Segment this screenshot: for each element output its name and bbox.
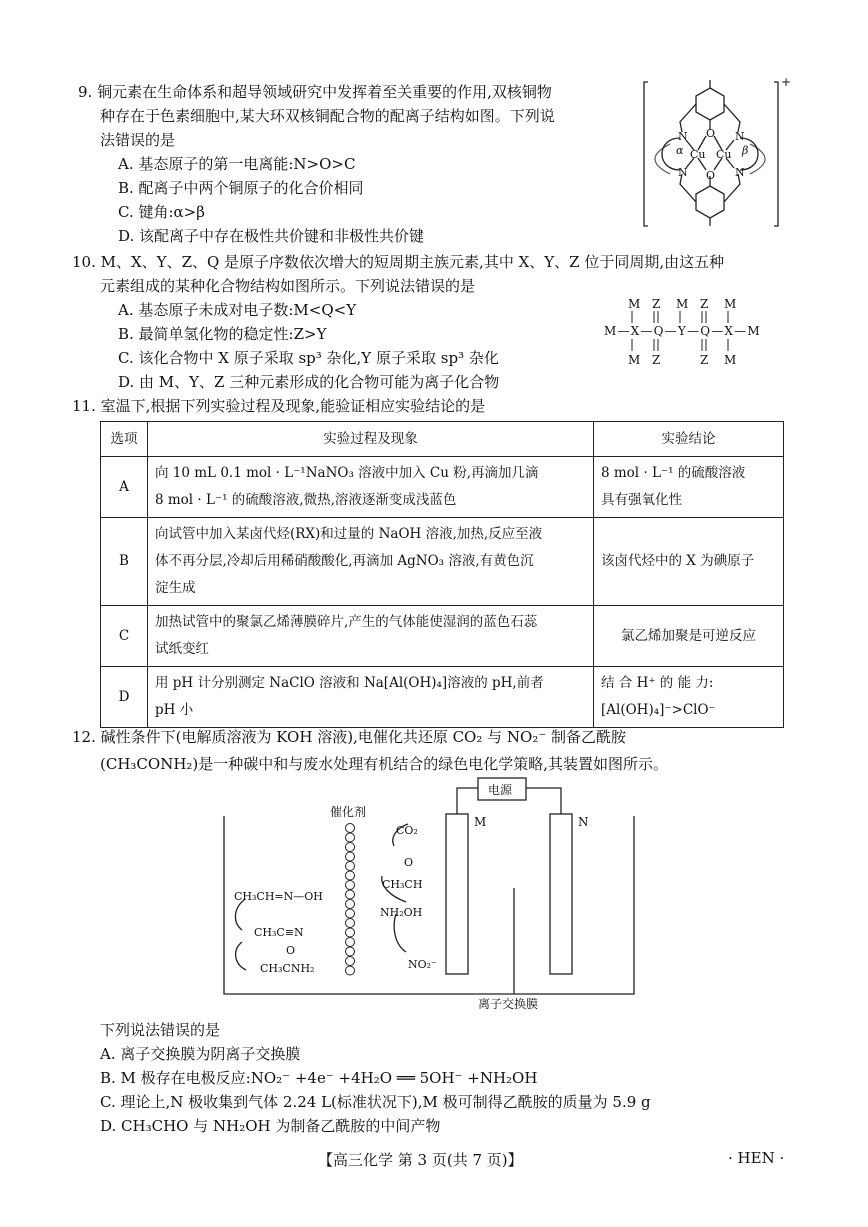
row-b-proc-line1: 向试管中加入某卤代烃(RX)和过量的 NaOH 溶液,加热,反应至液 [155, 526, 543, 542]
catalyst-bead [346, 824, 355, 833]
electrode-m-label: M [474, 815, 487, 829]
catalyst-bead [346, 909, 355, 918]
q10-compound-structure-figure [600, 294, 770, 368]
table-row [101, 518, 784, 606]
q9-stem-line1: 9. 铜元素在生命体系和超导领域研究中发挥着至关重要的作用,双核铜物 [78, 83, 552, 101]
atom-n-1: N [678, 130, 688, 143]
species-acetonitrile: CH₃C≡N [254, 926, 304, 939]
q10-option-a: A. 基态原子未成对电子数:M<Q<Y [118, 301, 357, 319]
atom-chain: M—X—Q—Y—Q—X—M [604, 324, 761, 338]
species-acetamide: CH₃CNH₂ [260, 962, 315, 975]
q9-option-c: C. 键角:α>β [118, 203, 205, 221]
q12-stem-line1: 12. 碱性条件下(电解质溶液为 KOH 溶液),电催化共还原 CO₂ 与 NO₂⁻ 制备乙酰胺 [72, 728, 627, 746]
q12-stem-line2: (CH₃CONH₂)是一种碳中和与废水处理有机结合的绿色电化学策略,其装置如图所示。 [100, 755, 669, 773]
row-d-res-line1: 结 合 H⁺ 的 能 力: [601, 675, 714, 691]
electrode-n-label: N [578, 815, 589, 829]
catalyst-bead [346, 928, 355, 937]
atom-top-5: M [724, 297, 737, 311]
footer-code: · HEN · [728, 1149, 785, 1167]
species-o-1: O [404, 856, 414, 869]
catalyst-bead [346, 843, 355, 852]
row-b-proc-line3: 淀生成 [155, 580, 196, 596]
species-co2: CO₂ [396, 824, 418, 837]
q9-complex-structure-figure [640, 74, 800, 234]
atom-cu-2: Cu [716, 148, 732, 161]
catalyst-bead [346, 881, 355, 890]
catalyst-bead [346, 966, 355, 975]
row-c-procedure [148, 606, 594, 667]
atom-bottom-3: Z [700, 353, 709, 367]
atom-bottom-4: M [724, 353, 737, 367]
row-d-res-line2: [Al(OH)₄]⁻>ClO⁻ [601, 702, 716, 718]
row-c-proc-line1: 加热试管中的聚氯乙烯薄膜碎片,产生的气体能使湿润的蓝色石蕊 [155, 614, 538, 630]
q9-stem-line2: 种存在于色素细胞中,某大环双核铜配合物的配离子结构如图。下列说 [100, 107, 555, 125]
q9-option-b: B. 配离子中两个铜原子的化合价相同 [118, 179, 364, 197]
catalyst-bead [346, 919, 355, 928]
q12-option-c: C. 理论上,N 极收集到气体 2.24 L(标准状况下),M 极可制得乙酰胺的质量为 5.9 g [100, 1093, 651, 1111]
catalyst-bead [346, 852, 355, 861]
header-conclusion: 实验结论 [594, 422, 784, 457]
atom-cu-1: Cu [690, 148, 706, 161]
row-b-option: B [101, 518, 148, 606]
table-row [101, 606, 784, 667]
row-d-proc-line1: 用 pH 计分别测定 NaClO 溶液和 Na[Al(OH)₄]溶液的 pH,前者 [155, 675, 544, 691]
q12-option-a: A. 离子交换膜为阴离子交换膜 [100, 1045, 301, 1063]
atom-n-4: N [735, 166, 745, 179]
q9-option-a: A. 基态原子的第一电离能:N>O>C [118, 155, 356, 173]
row-b-procedure [148, 518, 594, 606]
row-a-res-line1: 8 mol · L⁻¹ 的硫酸溶液 [601, 465, 746, 481]
membrane-label: 离子交换膜 [478, 997, 539, 1011]
row-b-conclusion: 该卤代烃中的 X 为碘原子 [594, 518, 784, 606]
q12-option-d: D. CH₃CHO 与 NH₂OH 为制备乙酰胺的中间产物 [100, 1117, 441, 1135]
charge-plus: + [781, 75, 792, 89]
species-oxime: CH₃CH=N—OH [234, 890, 323, 903]
row-d-conclusion [594, 667, 784, 728]
q12-option-b: B. M 极存在电极反应:NO₂⁻ +4e⁻ +4H₂O ══ 5OH⁻ +NH₂OH [100, 1069, 538, 1087]
catalyst-bead [346, 862, 355, 871]
atom-o-top: O [706, 127, 716, 140]
table-row [101, 667, 784, 728]
header-procedure: 实验过程及现象 [148, 422, 594, 457]
q12-lead: 下列说法错误的是 [100, 1021, 221, 1039]
table-row [101, 457, 784, 518]
row-c-option: C [101, 606, 148, 667]
q10-stem-line2: 元素组成的某种化合物结构如图所示。下列说法错误的是 [100, 277, 476, 295]
row-b-proc-line2: 体不再分层,冷却后用稀硝酸酸化,再滴加 AgNO₃ 溶液,有黄色沉 [155, 553, 534, 569]
q11-experiment-table [100, 421, 784, 728]
angle-alpha: α [676, 144, 684, 157]
catalyst-bead [346, 890, 355, 899]
atom-o-bottom: O [706, 169, 716, 182]
species-acetaldehyde: CH₃CH [382, 878, 423, 891]
q12-electrolysis-apparatus-figure [220, 776, 640, 1016]
atom-n-3: N [678, 166, 688, 179]
row-a-option: A [101, 457, 148, 518]
row-a-conclusion [594, 457, 784, 518]
atom-n-2: N [735, 130, 745, 143]
catalyst-bead [346, 957, 355, 966]
atom-top-2: Z [652, 297, 661, 311]
angle-beta: β [742, 144, 749, 157]
power-label: 电源 [488, 783, 513, 797]
q11-stem: 11. 室温下,根据下列实验过程及现象,能验证相应实验结论的是 [72, 397, 486, 415]
catalyst-label: 催化剂 [330, 805, 367, 819]
atom-top-4: Z [700, 297, 709, 311]
atom-bottom-1: M [628, 353, 641, 367]
row-a-proc-line1: 向 10 mL 0.1 mol · L⁻¹NaNO₃ 溶液中加入 Cu 粉,再滴加几滴 [155, 465, 539, 481]
atom-top-1: M [628, 297, 641, 311]
q10-option-c: C. 该化合物中 X 原子采取 sp³ 杂化,Y 原子采取 sp³ 杂化 [118, 349, 499, 367]
row-a-proc-line2: 8 mol · L⁻¹ 的硫酸溶液,微热,溶液逐渐变成浅蓝色 [155, 492, 457, 508]
row-d-proc-line2: pH 小 [155, 702, 194, 718]
catalyst-beads [346, 824, 355, 976]
row-a-procedure [148, 457, 594, 518]
species-o-2: O [286, 944, 296, 957]
row-c-proc-line2: 试纸变红 [155, 641, 209, 657]
atom-top-3: M [676, 297, 689, 311]
q9-option-d: D. 该配离子中存在极性共价键和非极性共价键 [118, 227, 425, 245]
q10-option-b: B. 最简单氢化物的稳定性:Z>Y [118, 325, 327, 343]
row-c-conclusion: 氯乙烯加聚是可逆反应 [594, 606, 784, 667]
catalyst-bead [346, 871, 355, 880]
row-d-procedure [148, 667, 594, 728]
species-hydroxylamine: NH₂OH [380, 906, 423, 919]
table-header-row [101, 422, 784, 457]
catalyst-bead [346, 833, 355, 842]
catalyst-bead [346, 938, 355, 947]
q9-stem-line3: 法错误的是 [100, 131, 176, 149]
q10-stem-line1: 10. M、X、Y、Z、Q 是原子序数依次增大的短周期主族元素,其中 X、Y、Z 位于同周期,由这五种 [72, 253, 725, 271]
atom-bottom-2: Z [652, 353, 661, 367]
header-option: 选项 [101, 422, 148, 457]
row-d-option: D [101, 667, 148, 728]
catalyst-bead [346, 947, 355, 956]
page-footer: 【高三化学 第 3 页(共 7 页)】 [318, 1151, 523, 1169]
species-nitrite: NO₂⁻ [408, 958, 437, 971]
row-a-res-line2: 具有强氧化性 [601, 492, 682, 508]
q10-option-d: D. 由 M、Y、Z 三种元素形成的化合物可能为离子化合物 [118, 373, 500, 391]
catalyst-bead [346, 900, 355, 909]
